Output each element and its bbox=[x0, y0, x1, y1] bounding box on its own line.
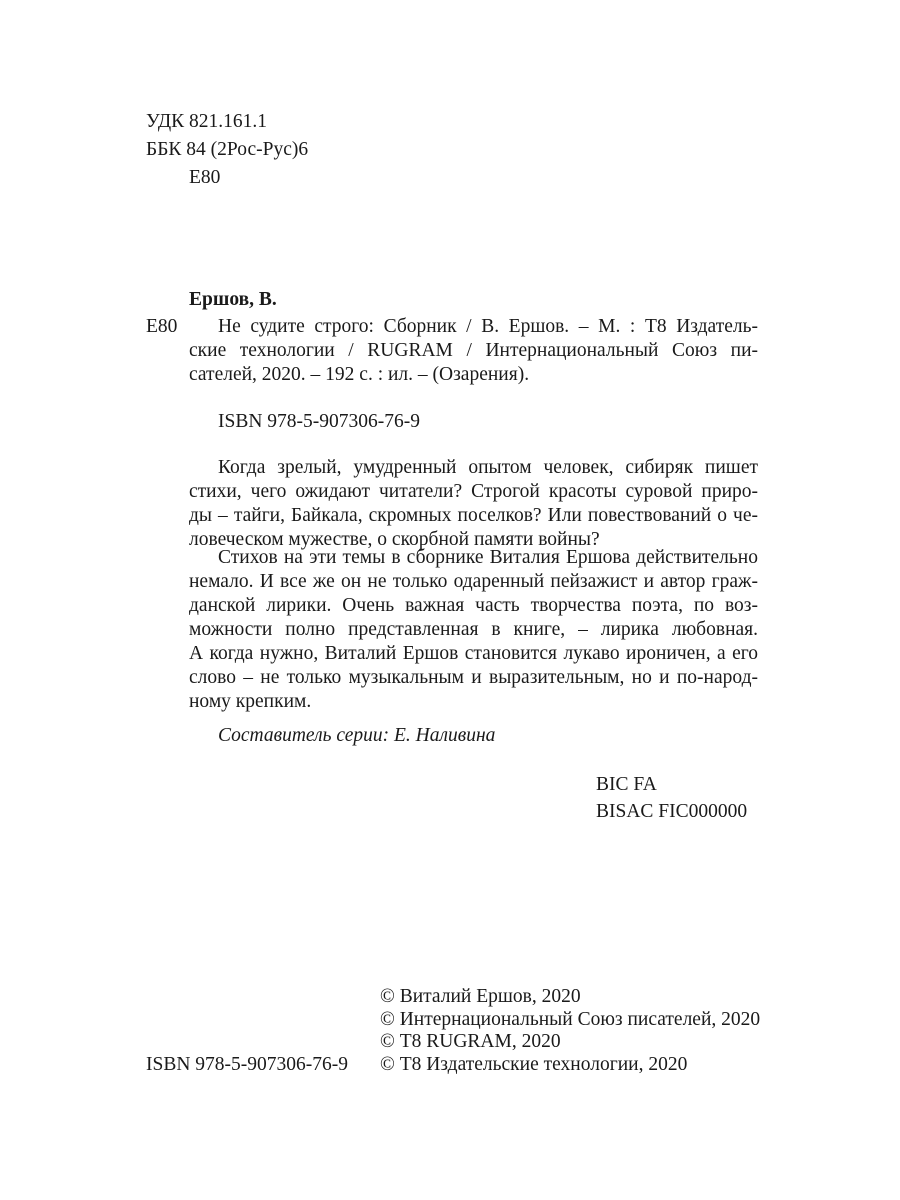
description-line: сателей, 2020. – 192 с. : ил. – (Озарения). bbox=[189, 364, 530, 385]
annotation-line: ному крепким. bbox=[189, 691, 312, 712]
author-heading: Ершов, В. bbox=[189, 289, 277, 310]
description-line: ские технологии / RUGRAM / Интернациональный Союз пи- bbox=[189, 340, 758, 361]
annotation-line: ды – тайги, Байкала, скромных поселков? Или повествований о че- bbox=[189, 505, 758, 526]
copyright-line: © Интернациональный Союз писателей, 2020 bbox=[380, 1009, 761, 1030]
copyright-line: © Т8 Издательские технологии, 2020 bbox=[380, 1054, 688, 1075]
udk-code: УДК 821.161.1 bbox=[146, 111, 268, 132]
isbn-entry: ISBN 978-5-907306-76-9 bbox=[218, 411, 421, 432]
annotation-line: стихи, чего ожидают читатели? Строгой красоты суровой приро- bbox=[189, 481, 758, 502]
annotation-line: слово – не только музыкальным и выразительным, но и по-народ- bbox=[189, 667, 758, 688]
bbk-code: ББК 84 (2Рос-Рус)6 bbox=[146, 139, 309, 160]
bisac-code: BISAC FIC000000 bbox=[596, 801, 748, 822]
copyright-line: © Виталий Ершов, 2020 bbox=[380, 986, 581, 1007]
series-editor: Составитель серии: Е. Наливина bbox=[218, 725, 496, 746]
annotation-line: А когда нужно, Виталий Ершов становится лукаво ироничен, а его bbox=[189, 643, 758, 664]
bic-code: BIC FA bbox=[596, 774, 657, 795]
annotation-line: Стихов на эти темы в сборнике Виталия Ершова действительно bbox=[218, 547, 758, 568]
annotation-line: данской лирики. Очень важная часть творчества поэта, по воз- bbox=[189, 595, 758, 616]
annotation-line: немало. И все же он не только одаренный пейзажист и автор граж- bbox=[189, 571, 758, 592]
author-mark-top: Е80 bbox=[189, 167, 221, 188]
annotation-line: можности полно представленная в книге, – лирика любовная. bbox=[189, 619, 758, 640]
annotation-line: Когда зрелый, умудренный опытом человек, сибиряк пишет bbox=[218, 457, 758, 478]
isbn-footer: ISBN 978-5-907306-76-9 bbox=[146, 1054, 349, 1075]
description-line: Не судите строго: Сборник / В. Ершов. – М. : Т8 Издатель- bbox=[218, 316, 758, 337]
author-mark: Е80 bbox=[146, 316, 178, 337]
copyright-line: © Т8 RUGRAM, 2020 bbox=[380, 1031, 561, 1052]
annotation-line: ловеческом мужестве, о скорбной памяти войны? bbox=[189, 529, 600, 550]
